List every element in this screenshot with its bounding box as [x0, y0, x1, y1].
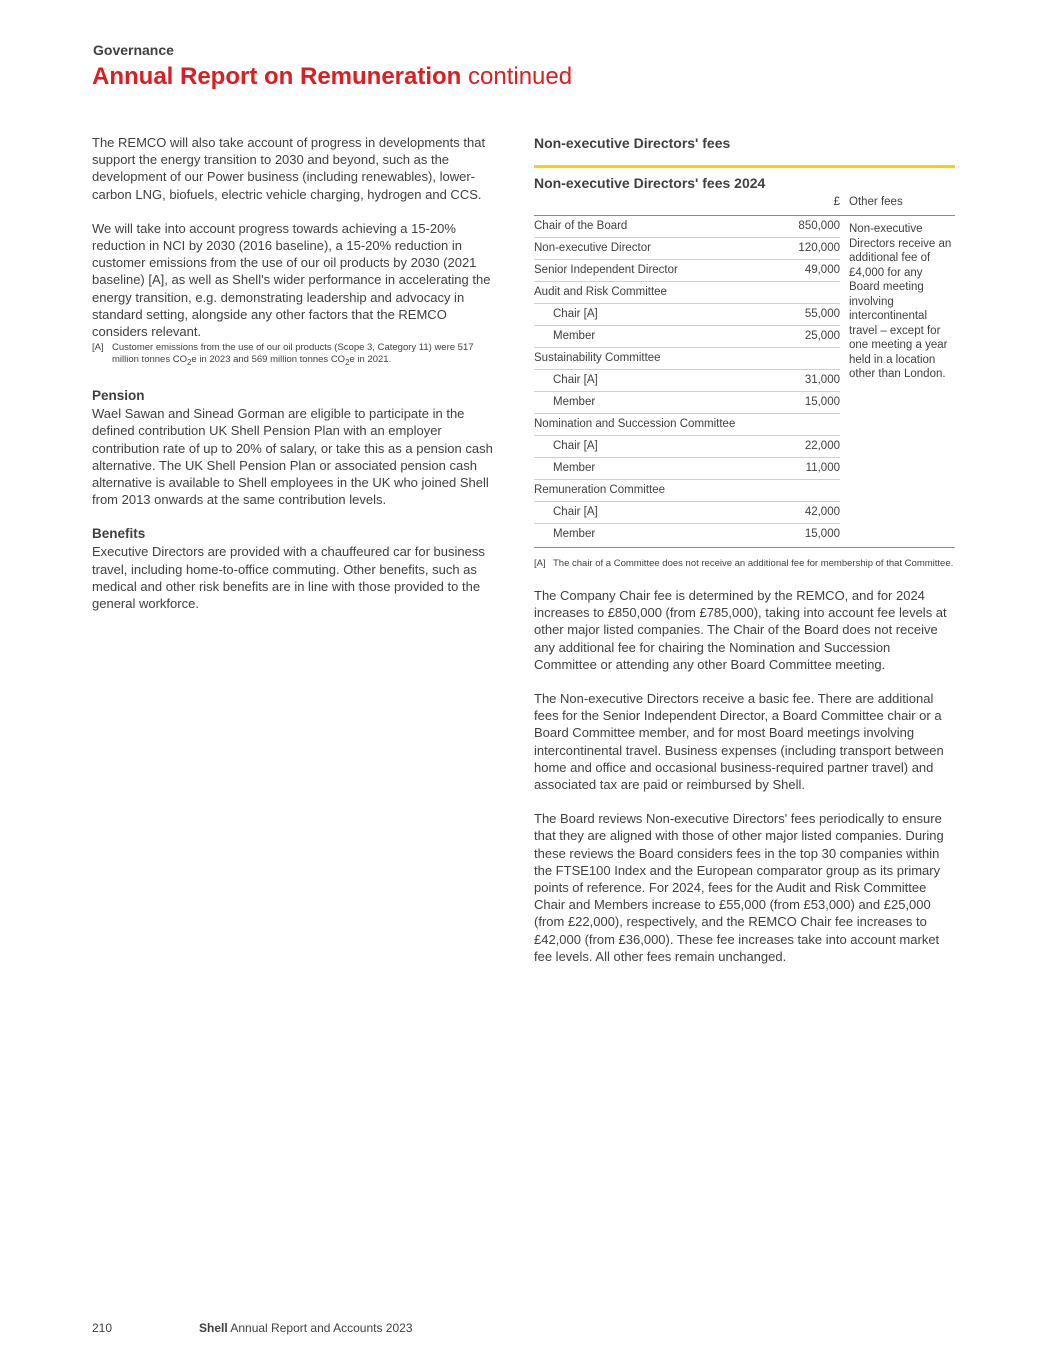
left-footnote [92, 342, 497, 369]
pension-heading: Pension [92, 388, 145, 404]
right-footnote [534, 558, 955, 570]
table-bottom-rule [534, 545, 955, 548]
row-value [766, 414, 840, 435]
other-fees-note: Non-executive Directors receive an additional fee of £4,000 for any Board meeting involving intercontinental travel – except for one meeting a year held in a location other than London. [849, 223, 952, 380]
table-row [534, 326, 840, 348]
footnote-marker: [A] [534, 558, 546, 569]
row-label: Member [553, 330, 596, 342]
page-title [92, 63, 572, 91]
table-row [534, 524, 840, 545]
table-row [534, 414, 840, 436]
table-row [534, 260, 840, 282]
table-row [534, 480, 840, 502]
row-label: Chair [A] [553, 374, 598, 386]
basic-fee-paragraph: The Non-executive Directors receive a basic fee. There are additional fees for the Senior Independent Director, a Board Committee chair or a Board Committee member, and for most Board meetings involving intercontinental travel. Business expenses (including transport between home and office and occasional business-required partner travel) and associated tax are paid or reimbursed by Shell. [534, 691, 944, 793]
table-row [534, 238, 840, 260]
row-value: 55,000 [804, 308, 840, 320]
fees-table-header [534, 196, 955, 216]
row-label: Chair [A] [553, 506, 598, 518]
row-value: 31,000 [804, 374, 840, 386]
yellow-divider [534, 165, 955, 168]
table-row [534, 436, 840, 458]
row-value: 25,000 [804, 330, 840, 342]
table-row [534, 304, 840, 326]
row-label: Chair of the Board [534, 220, 628, 232]
nci-paragraph: We will take into account progress towards achieving a 15-20% reduction in NCI by 2030 (2016 baseline), a 15-20% reduction in customer emissions from the use of our oil products by 2030 (2021 baseline) [A], as well as Shell's wider performance in accelerating the energy transition, e.g. demonstrating leadership and advocacy in standard setting, alongside any other factors that the REMCO considers relevant. [92, 220, 491, 340]
page-number: 210 [92, 1321, 113, 1335]
footnote-text: The chair of a Committee does not receive an additional fee for membership of that Committee. [553, 558, 954, 569]
section-label: Governance [93, 42, 174, 58]
row-label: Member [553, 528, 596, 540]
row-value [766, 480, 840, 501]
row-value [766, 348, 840, 369]
table-row [534, 216, 840, 238]
table-row [534, 282, 840, 304]
page-footer [92, 1321, 413, 1335]
footnote-text: Customer emissions from the use of our oil products (Scope 3, Category 11) were 517 million tonnes $CO_2e$ in 2023 and 569 million tonnes $CO_2e$ in 2021. [112, 342, 474, 368]
row-value: 49,000 [804, 264, 840, 276]
row-value: 11,000 [805, 462, 840, 474]
table-row [534, 370, 840, 392]
row-label: Chair [A] [553, 308, 598, 320]
energy-transition-paragraph: The REMCO will also take account of progress in developments that support the energy transition to 2030 and beyond, such as the development of our Power business (including renewables), lower-carbon LNG, biofuels, electric vehicle charging, hydrogen and CCS. [92, 135, 486, 202]
row-label: Remuneration Committee [534, 484, 666, 496]
table-row [534, 502, 840, 524]
ned-fees-heading: Non-executive Directors' fees [534, 135, 731, 151]
row-value: 15,000 [804, 528, 840, 540]
fee-review-paragraph: The Board reviews Non-executive Directors' fees periodically to ensure that they are aligned with those of other major listed companies. During these reviews the Board considers fees in the top 30 companies within the FTSE100 Index and the European comparator group as its primary points of reference. For 2024, fees for the Audit and Risk Committee Chair and Members increase to £55,000 (from £53,000) and £25,000 (from £22,000), respectively, and the REMCO Chair fee increases to £42,000 (from £36,000). These fee increases take into account market fee levels. All other fees remain unchanged. [534, 811, 944, 964]
row-value: 42,000 [804, 506, 840, 518]
row-label: Member [553, 396, 596, 408]
benefits-paragraph: Executive Directors are provided with a chauffeured car for business travel, including home-to-office commuting. Other benefits, such as medical and other risk benefits are in line with those provided to the general workforce. [92, 544, 485, 611]
row-value: 850,000 [798, 220, 840, 232]
header-blank [534, 196, 766, 215]
row-label: Audit and Risk Committee [534, 286, 667, 298]
pension-paragraph: Wael Sawan and Sinead Gorman are eligible to participate in the defined contribution UK Shell Pension Plan with an employer contribution rate of up to 20% of salary, or take this as a pension cash alternative. The UK Shell Pension Plan or associated pension cash alternative is available to Shell employees in the UK who joined Shell from 2013 onwards at the same contribution levels. [92, 406, 493, 508]
row-label: Sustainability Committee [534, 352, 661, 364]
chair-fee-paragraph: The Company Chair fee is determined by the REMCO, and for 2024 increases to £850,000 (from £785,000), taking into account fee levels at other major listed companies. The Chair of the Board does not receive any additional fee for chairing the Nomination and Succession Committee or attending any other Board Committee meeting. [534, 588, 947, 672]
row-label: Senior Independent Director [534, 264, 678, 276]
publication-name: Annual Report and Accounts 2023 [230, 1321, 413, 1335]
row-label: Non-executive Director [534, 242, 651, 254]
page-title-main: Annual Report on Remuneration [92, 63, 462, 90]
footnote-marker: [A] [92, 342, 104, 354]
right-column [534, 134, 955, 965]
brand-name: Shell [199, 1321, 228, 1335]
row-value: 15,000 [804, 396, 840, 408]
table-row [534, 458, 840, 480]
header-currency: £ [833, 196, 840, 208]
row-value: 120,000 [798, 242, 840, 254]
table-row [534, 392, 840, 414]
page-title-continued: continued [468, 63, 573, 90]
row-value: 22,000 [804, 440, 840, 452]
table-row [534, 348, 840, 370]
benefits-heading: Benefits [92, 526, 146, 542]
row-label: Member [553, 462, 596, 474]
row-value [766, 282, 840, 303]
fees-table-title: Non-executive Directors' fees 2024 [534, 175, 766, 191]
header-other-fees: Other fees [849, 196, 903, 208]
fees-table [534, 196, 955, 548]
row-label: Nomination and Succession Committee [534, 418, 736, 430]
fees-table-body [534, 216, 840, 545]
left-column [92, 134, 497, 629]
row-label: Chair [A] [553, 440, 598, 452]
